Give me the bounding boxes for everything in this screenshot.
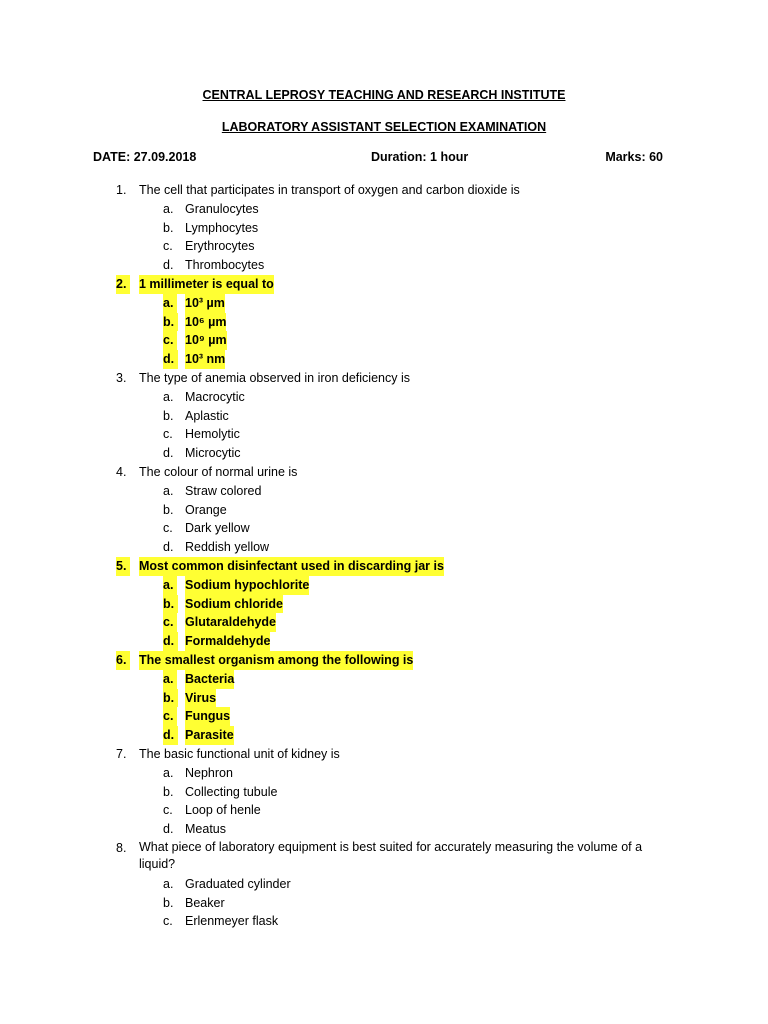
option-letter: a. bbox=[163, 389, 174, 404]
option-letter: a. bbox=[163, 765, 174, 780]
question-text: 1 millimeter is equal to bbox=[139, 275, 274, 294]
question-number: 7. bbox=[116, 746, 127, 761]
option-row bbox=[0, 875, 768, 894]
option-text: Lymphocytes bbox=[185, 220, 259, 235]
option-text: Microcytic bbox=[185, 446, 241, 461]
question-3 bbox=[0, 369, 768, 463]
option-text: Macrocytic bbox=[185, 389, 245, 404]
option-letter: c. bbox=[163, 239, 173, 254]
option-row bbox=[0, 425, 768, 444]
option-letter: b. bbox=[163, 895, 174, 910]
option-row bbox=[0, 388, 768, 407]
question-number: 4. bbox=[116, 464, 127, 479]
option-row bbox=[0, 444, 768, 463]
option-text: Meatus bbox=[185, 822, 226, 837]
option-row bbox=[0, 482, 768, 501]
option-letter: a. bbox=[163, 576, 177, 595]
option-letter: d. bbox=[163, 822, 174, 837]
exam-title: LABORATORY ASSISTANT SELECTION EXAMINATION bbox=[221, 120, 547, 134]
question-text: Most common disinfectant used in discarding jar is bbox=[139, 557, 444, 576]
option-row bbox=[0, 501, 768, 520]
question-text: The type of anemia observed in iron deficiency is bbox=[139, 370, 410, 385]
option-row bbox=[0, 912, 768, 931]
exam-marks: Marks: 60 bbox=[605, 150, 663, 164]
option-letter: c. bbox=[163, 803, 173, 818]
option-letter: b. bbox=[163, 220, 174, 235]
option-letter: b. bbox=[163, 689, 178, 708]
option-row bbox=[0, 726, 768, 745]
option-letter: c. bbox=[163, 331, 177, 350]
option-row bbox=[0, 894, 768, 913]
option-text: Formaldehyde bbox=[185, 632, 270, 651]
question-text: The smallest organism among the following is bbox=[139, 651, 413, 670]
option-text: Nephron bbox=[185, 765, 233, 780]
question-number: 8. bbox=[116, 840, 127, 855]
option-text: Aplastic bbox=[185, 408, 229, 423]
option-row bbox=[0, 632, 768, 651]
option-letter: a. bbox=[163, 670, 177, 689]
option-text: Granulocytes bbox=[185, 201, 259, 216]
option-letter: c. bbox=[163, 427, 173, 442]
question-number: 2. bbox=[116, 275, 130, 294]
option-letter: c. bbox=[163, 707, 177, 726]
question-list bbox=[0, 181, 768, 931]
option-letter: a. bbox=[163, 294, 177, 313]
exam-duration: Duration: 1 hour bbox=[371, 150, 469, 164]
option-row bbox=[0, 576, 768, 595]
option-text: Parasite bbox=[185, 726, 234, 745]
question-number: 6. bbox=[116, 651, 130, 670]
option-text: Glutaraldehyde bbox=[185, 613, 276, 632]
option-row bbox=[0, 820, 768, 839]
question-text: What piece of laboratory equipment is best suited for accurately measuring the volume of a liquid? bbox=[139, 839, 643, 871]
option-letter: d. bbox=[163, 632, 178, 651]
exam-date: DATE: 27.09.2018 bbox=[93, 150, 197, 164]
option-text: Hemolytic bbox=[185, 427, 240, 442]
option-row bbox=[0, 783, 768, 802]
question-number: 5. bbox=[116, 557, 130, 576]
option-text: 10³ nm bbox=[185, 350, 225, 369]
option-row bbox=[0, 801, 768, 820]
option-row bbox=[0, 219, 768, 238]
option-text: Dark yellow bbox=[185, 521, 250, 536]
option-text: 10³ µm bbox=[185, 294, 225, 313]
option-row bbox=[0, 407, 768, 426]
option-row bbox=[0, 350, 768, 369]
question-6 bbox=[0, 651, 768, 745]
question-number: 1. bbox=[116, 183, 127, 197]
option-text: Collecting tubule bbox=[185, 784, 278, 799]
option-row bbox=[0, 519, 768, 538]
option-text: Thrombocytes bbox=[185, 258, 265, 273]
option-letter: a. bbox=[163, 483, 174, 498]
option-row bbox=[0, 331, 768, 350]
option-row bbox=[0, 613, 768, 632]
option-text: Graduated cylinder bbox=[185, 876, 291, 891]
option-letter: d. bbox=[163, 446, 174, 461]
option-row bbox=[0, 538, 768, 557]
option-letter: c. bbox=[163, 613, 177, 632]
option-row bbox=[0, 764, 768, 783]
exam-meta-row bbox=[93, 150, 663, 168]
option-text: Erythrocytes bbox=[185, 239, 255, 254]
option-text: Straw colored bbox=[185, 483, 262, 498]
option-letter: c. bbox=[163, 914, 173, 929]
option-row bbox=[0, 200, 768, 219]
option-text: Sodium hypochlorite bbox=[185, 576, 309, 595]
question-text: The cell that participates in transport of oxygen and carbon dioxide is bbox=[139, 183, 520, 197]
question-text: The colour of normal urine is bbox=[139, 464, 298, 479]
option-text: 10⁶ µm bbox=[185, 313, 226, 332]
option-text: Erlenmeyer flask bbox=[185, 914, 279, 929]
option-letter: c. bbox=[163, 521, 173, 536]
option-row bbox=[0, 294, 768, 313]
question-number: 3. bbox=[116, 370, 127, 385]
option-text: Virus bbox=[185, 689, 216, 708]
option-letter: b. bbox=[163, 408, 174, 423]
option-text: Sodium chloride bbox=[185, 595, 283, 614]
question-5 bbox=[0, 557, 768, 651]
option-letter: b. bbox=[163, 595, 178, 614]
question-text: The basic functional unit of kidney is bbox=[139, 746, 340, 761]
option-letter: d. bbox=[163, 350, 178, 369]
question-8 bbox=[0, 839, 768, 931]
option-letter: a. bbox=[163, 201, 174, 216]
option-text: Beaker bbox=[185, 895, 225, 910]
question-2 bbox=[0, 275, 768, 369]
option-text: Reddish yellow bbox=[185, 540, 270, 555]
option-letter: a. bbox=[163, 876, 174, 891]
option-row bbox=[0, 595, 768, 614]
option-text: 10⁹ µm bbox=[185, 331, 227, 350]
option-text: Fungus bbox=[185, 707, 230, 726]
option-row bbox=[0, 670, 768, 689]
option-row bbox=[0, 237, 768, 256]
option-text: Bacteria bbox=[185, 670, 234, 689]
option-letter: b. bbox=[163, 502, 174, 517]
option-row bbox=[0, 256, 768, 275]
option-letter: d. bbox=[163, 726, 178, 745]
option-letter: d. bbox=[163, 540, 174, 555]
option-letter: b. bbox=[163, 313, 178, 332]
option-letter: d. bbox=[163, 258, 174, 273]
question-1 bbox=[0, 181, 768, 275]
option-letter: b. bbox=[163, 784, 174, 799]
option-text: Orange bbox=[185, 502, 227, 517]
option-text: Loop of henle bbox=[185, 803, 261, 818]
institute-title: CENTRAL LEPROSY TEACHING AND RESEARCH INSTITUTE bbox=[202, 88, 566, 102]
option-row bbox=[0, 313, 768, 332]
option-row bbox=[0, 707, 768, 726]
question-4 bbox=[0, 463, 768, 557]
question-7 bbox=[0, 745, 768, 839]
option-row bbox=[0, 689, 768, 708]
